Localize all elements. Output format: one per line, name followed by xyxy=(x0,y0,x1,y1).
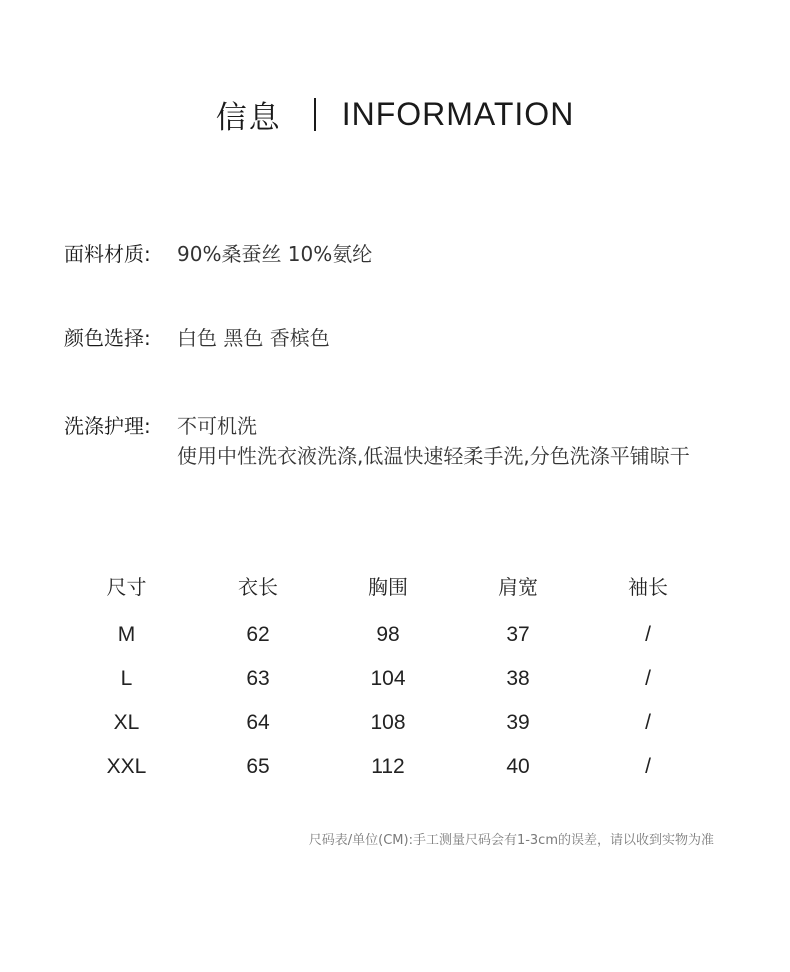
cell-bust: 104 xyxy=(370,667,406,690)
cell-bust: 108 xyxy=(370,711,406,734)
cell-shoulder: 39 xyxy=(506,711,530,734)
info-row-color xyxy=(64,323,330,353)
fabric-value-line: 90%桑蚕丝 10%氨纶 xyxy=(177,242,373,266)
cell-length: 64 xyxy=(246,711,270,734)
header-title-en: INFORMATION xyxy=(341,95,575,132)
cell-length: 62 xyxy=(246,623,270,646)
cell-size: L xyxy=(120,667,133,690)
cell-size: XL xyxy=(113,711,140,734)
table-row xyxy=(60,613,713,657)
size-table xyxy=(60,565,713,789)
care-value xyxy=(177,411,690,471)
cell-shoulder: 40 xyxy=(506,755,530,778)
header-length: 衣长 xyxy=(238,574,278,599)
header-bust: 胸围 xyxy=(368,574,408,599)
header-divider xyxy=(314,98,316,131)
cell-sleeve: / xyxy=(645,711,651,734)
color-value-line: 白色 黑色 香槟色 xyxy=(177,326,330,350)
info-row-care xyxy=(64,411,690,471)
table-row xyxy=(60,745,713,789)
cell-bust: 98 xyxy=(376,623,400,646)
table-row xyxy=(60,657,713,701)
cell-length: 63 xyxy=(246,667,270,690)
info-row-fabric xyxy=(64,239,372,269)
cell-size: M xyxy=(117,623,136,646)
color-label: 颜色选择: xyxy=(64,326,151,350)
fabric-label: 面料材质: xyxy=(64,242,151,266)
header-shoulder: 肩宽 xyxy=(498,574,538,599)
cell-sleeve: / xyxy=(645,667,651,690)
size-table-header xyxy=(60,565,713,605)
care-value-line-1: 不可机洗 xyxy=(177,414,257,438)
header-size: 尺寸 xyxy=(106,574,147,599)
care-value-line-2: 使用中性洗衣液洗涤,低温快速轻柔手洗,分色洗涤平铺晾干 xyxy=(177,444,690,468)
page-header xyxy=(0,92,790,136)
fabric-value xyxy=(177,239,372,269)
table-row xyxy=(60,701,713,745)
cell-size: XXL xyxy=(106,755,147,778)
cell-sleeve: / xyxy=(645,623,651,646)
size-footnote: 尺码表/单位(CM):手工测量尺码会有1-3cm的误差，请以收到实物为准 xyxy=(308,833,714,848)
cell-bust: 112 xyxy=(371,755,405,778)
color-value xyxy=(177,323,330,353)
care-label: 洗涤护理: xyxy=(64,414,151,438)
header-title-zh: 信息 xyxy=(215,99,282,136)
cell-length: 65 xyxy=(246,755,270,778)
cell-shoulder: 37 xyxy=(506,623,530,646)
cell-shoulder: 38 xyxy=(506,667,530,690)
header-sleeve: 袖长 xyxy=(628,574,668,599)
cell-sleeve: / xyxy=(645,755,651,778)
